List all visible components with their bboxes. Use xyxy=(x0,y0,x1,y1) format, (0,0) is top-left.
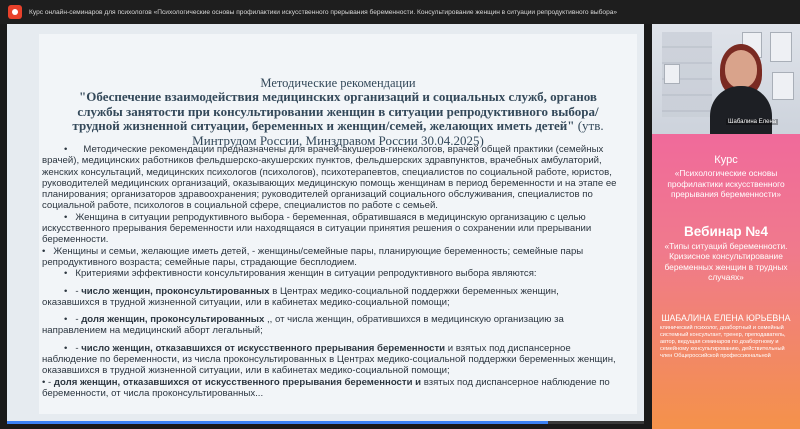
course-label: Курс xyxy=(714,154,738,166)
window-title: Курс онлайн-семинаров для психологов «Психологические основы профилактики искусственного прерывания беременности. Консультирование женщин в ситуации репродуктивного выбора» xyxy=(29,8,618,16)
webinar-label: Вебинар №4 xyxy=(684,223,768,239)
presentation-slide xyxy=(7,24,644,421)
webcam-name-label: Шабалина Елена xyxy=(728,119,777,125)
criterion-3: • - число женщин, отказавшихся от искусственного прерывания беременности и взятых под диспансерное наблюдение по беременности, из числа проконсультированных в Центрах медико-социальной поддержки беременных женщин, оказавшихся в трудной жизненной ситуации, или в кабинетах медико-социальной помощи; xyxy=(42,342,616,377)
criterion-4: • - доля женщин, отказавшихся от искусственного прерывания беременности и взятых под диспансерное наблюдение по беременности, от числа проконсультированных... xyxy=(42,376,610,399)
speaker-name: ШАБАЛИНА ЕЛЕНА ЮРЬЕВНА xyxy=(661,312,791,323)
criterion-2: • - доля женщин, проконсультированных ,, от числа женщин, обратившихся в медицинскую организацию за направлением на медицинский аборт легальный; xyxy=(42,314,564,337)
speaker-sidebar xyxy=(652,24,800,429)
slide-paragraph-3: • Женщины и семьи, желающие иметь детей, - женщины/семейные пары, планирующие беременность; семейные пары репродуктивного возраста; семейные пары, страдающие бесплодием. xyxy=(42,245,584,268)
slide-body xyxy=(42,144,617,399)
app-logo-icon xyxy=(8,5,22,19)
window-titlebar xyxy=(0,0,800,24)
slide-title xyxy=(39,90,637,148)
slide-source: (утв. Минтрудом России, Минздравом России 30.04.2025) xyxy=(192,118,604,148)
course-description: «Психологические основы профилактики искусственного прерывания беременности» xyxy=(667,168,785,199)
slide-paragraph-4: • Критериями эффективности консультирования женщин в ситуации репродуктивного выбора являются: xyxy=(64,268,537,280)
slide-heading xyxy=(39,34,637,148)
slide-title-text: "Обеспечение взаимодействия медицинских организаций и социальных служб, органов службы занятости при консультировании женщин в ситуации репродуктивного выбора/трудной жизненной ситуации, беременных и женщин/семей, желающих иметь детей" xyxy=(72,89,599,133)
slide-paragraph-1: • Методические рекомендации предназначены для врачей-акушеров-гинекологов, врачей общей практики (семейных врачей), медицинских работников фельдшерско-акушерских пунктов, фельдшерских здравпунктов, врачебных амбулаторий, женских консультаций, медицинских психологов (психологов), психотерапевтов, специалистов по социальной работе, юристов, руководителей медицинских организаций, оказывающих медицинскую помощь женщинам в период беременности и на этапе ее планирования; организаторов здравоохранения; руководителей организаций социального обслуживания, специалистов по социальной работе, психологов в социальной сфере, специалистов по работе с семьей. xyxy=(42,144,617,212)
playback-progress-bar[interactable] xyxy=(7,421,644,424)
course-info-panel xyxy=(652,134,800,429)
speaker-description: клинический психолог, доабортный и семейный системный консультант, тренер, преподаватель, автор, ведущая семинаров по доабортному и семейному консультированию, действительный член Общероссийской профессиональной xyxy=(660,324,786,359)
speaker-webcam xyxy=(652,24,800,134)
playback-progress-fill xyxy=(7,421,548,424)
criterion-1: • - число женщин, проконсультированных в Центрах медико-социальной поддержки беременных женщин, оказавшихся в трудной жизненной ситуации, или в кабинетах медико-социальной помощи; xyxy=(42,285,559,308)
slide-subheading: Методические рекомендации xyxy=(260,76,416,90)
slide-paragraph-2: • Женщина в ситуации репродуктивного выбора - беременная, обратившаяся в медицинскую организацию с целью искусственного прерывания беременности или находящаяся в ситуации принятия решения о сохранении или прерывании беременности. xyxy=(42,211,592,246)
webinar-description: «Типы ситуаций беременности. Кризисное консультирование беременных женщин в трудных случаях» xyxy=(664,240,788,282)
